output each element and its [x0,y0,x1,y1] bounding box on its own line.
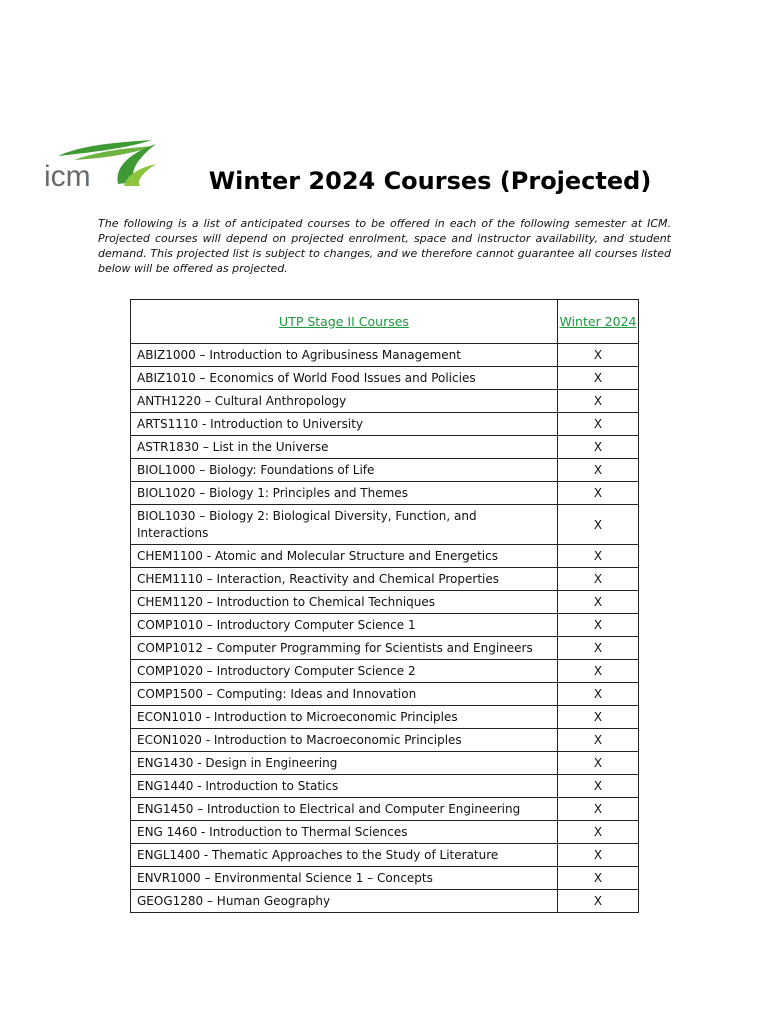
course-name-cell: BIOL1020 – Biology 1: Principles and Themes [131,482,558,505]
offered-mark-cell: X [558,660,639,683]
course-name-cell: CHEM1120 – Introduction to Chemical Techniques [131,591,558,614]
icm-logo-icon [44,136,160,194]
course-name-cell: BIOL1030 – Biology 2: Biological Diversity, Function, and Interactions [131,505,558,545]
table-row [131,683,639,706]
page-title: Winter 2024 Courses (Projected) [208,167,652,195]
header-term: Winter 2024 [558,300,639,344]
course-name-cell: ENG1430 - Design in Engineering [131,752,558,775]
offered-mark-cell: X [558,614,639,637]
table-row [131,505,639,545]
offered-mark-cell: X [558,390,639,413]
icm-logo [44,136,160,194]
course-name-cell: ENG 1460 - Introduction to Thermal Sciences [131,821,558,844]
offered-mark-cell: X [558,775,639,798]
course-name-cell: ENVR1000 – Environmental Science 1 – Concepts [131,867,558,890]
table-row [131,890,639,913]
course-name-cell: ABIZ1000 – Introduction to Agribusiness Management [131,344,558,367]
offered-mark-cell: X [558,367,639,390]
course-name-cell: ARTS1110 - Introduction to University [131,413,558,436]
course-name-cell: CHEM1110 – Interaction, Reactivity and Chemical Properties [131,568,558,591]
offered-mark-cell: X [558,867,639,890]
table-row [131,367,639,390]
offered-mark-cell: X [558,729,639,752]
table-row [131,591,639,614]
intro-paragraph: The following is a list of anticipated courses to be offered in each of the following semester at ICM. Projected courses will depend on projected enrolment, space and instructor availability, and student demand. This projected list is subject to changes, and we therefore cannot guarantee all courses listed below will be offered as projected. [98,217,671,275]
offered-mark-cell: X [558,890,639,913]
table-row [131,706,639,729]
offered-mark-cell: X [558,752,639,775]
offered-mark-cell: X [558,413,639,436]
table-row [131,568,639,591]
offered-mark-cell: X [558,683,639,706]
offered-mark-cell: X [558,344,639,367]
course-rows [131,344,639,913]
offered-mark-cell: X [558,637,639,660]
course-name-cell: ABIZ1010 – Economics of World Food Issues and Policies [131,367,558,390]
table-row [131,637,639,660]
table-header-row [131,300,639,344]
header-courses: UTP Stage II Courses [131,300,558,344]
table-row [131,459,639,482]
table-row [131,729,639,752]
course-name-cell: ASTR1830 – List in the Universe [131,436,558,459]
table-row [131,660,639,683]
offered-mark-cell: X [558,436,639,459]
table-row [131,752,639,775]
offered-mark-cell: X [558,482,639,505]
offered-mark-cell: X [558,505,639,545]
offered-mark-cell: X [558,798,639,821]
course-name-cell: COMP1010 – Introductory Computer Science 1 [131,614,558,637]
table-row [131,413,639,436]
course-name-cell: ECON1020 - Introduction to Macroeconomic Principles [131,729,558,752]
table-row [131,482,639,505]
course-name-cell: COMP1020 – Introductory Computer Science 2 [131,660,558,683]
table-row [131,775,639,798]
course-name-cell: COMP1012 – Computer Programming for Scientists and Engineers [131,637,558,660]
course-name-cell: GEOG1280 – Human Geography [131,890,558,913]
offered-mark-cell: X [558,545,639,568]
table-row [131,867,639,890]
courses-table [130,299,639,913]
course-name-cell: ANTH1220 – Cultural Anthropology [131,390,558,413]
offered-mark-cell: X [558,821,639,844]
offered-mark-cell: X [558,591,639,614]
course-name-cell: ECON1010 - Introduction to Microeconomic Principles [131,706,558,729]
table-row [131,436,639,459]
table-row [131,614,639,637]
table-row [131,844,639,867]
course-name-cell: ENG1450 – Introduction to Electrical and Computer Engineering [131,798,558,821]
offered-mark-cell: X [558,568,639,591]
course-name-cell: CHEM1100 - Atomic and Molecular Structure and Energetics [131,545,558,568]
course-name-cell: ENG1440 - Introduction to Statics [131,775,558,798]
table-row [131,390,639,413]
course-name-cell: COMP1500 – Computing: Ideas and Innovation [131,683,558,706]
course-name-cell: ENGL1400 - Thematic Approaches to the Study of Literature [131,844,558,867]
logo-wordmark: icm [44,160,91,193]
table-row [131,798,639,821]
table-row [131,344,639,367]
course-name-cell: BIOL1000 – Biology: Foundations of Life [131,459,558,482]
table-row [131,545,639,568]
offered-mark-cell: X [558,844,639,867]
offered-mark-cell: X [558,706,639,729]
table-row [131,821,639,844]
offered-mark-cell: X [558,459,639,482]
